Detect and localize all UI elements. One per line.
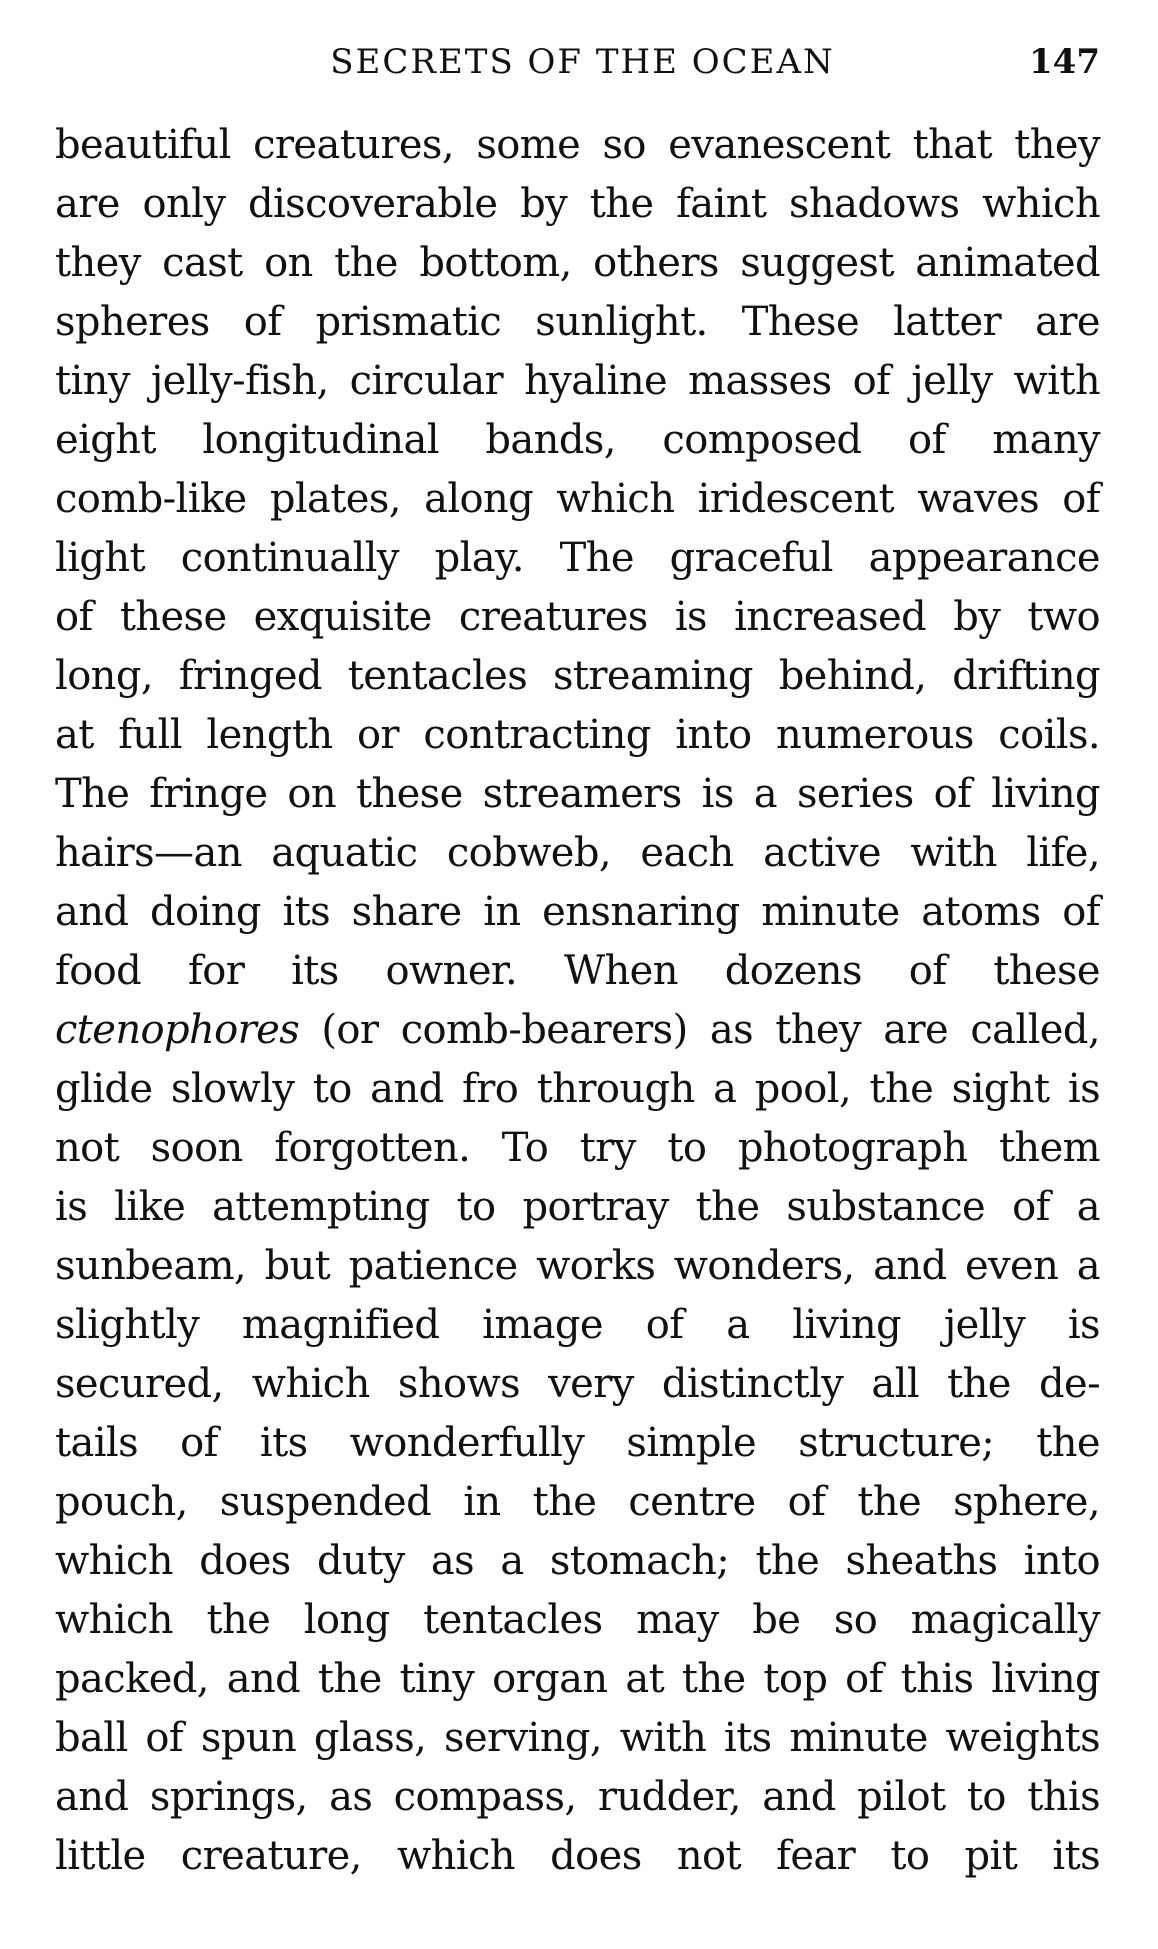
running-head [55,38,1100,86]
text-line: is like attempting to portray the substance of a [55,1184,1100,1230]
text-line: slightly magnified image of a living jelly is [55,1302,1100,1348]
text-line-rest: (or comb-bearers) as they are called, [299,1007,1100,1053]
text-line: packed, and the tiny organ at the top of this living [55,1656,1100,1702]
text-line-with-italic [55,1001,1100,1060]
text-line: tiny jelly-fish, circular hyaline masses of jelly with [55,358,1100,404]
text-line: secured, which shows very distinctly all the de- [55,1361,1100,1407]
text-line: food for its owner. When dozens of these [55,948,1100,994]
text-line: of these exquisite creatures is increased by two [55,594,1100,640]
running-title: SECRETS OF THE OCEAN [330,42,835,82]
text-line: light continually play. The graceful appearance [55,535,1100,581]
text-line: they cast on the bottom, others suggest animated [55,240,1100,286]
text-line: long, fringed tentacles streaming behind, drifting [55,653,1100,699]
text-line: sunbeam, but patience works wonders, and even a [55,1243,1100,1289]
text-line: spheres of prismatic sunlight. These latter are [55,299,1100,345]
text-line: at full length or contracting into numerous coils. [55,712,1100,758]
text-line: tails of its wonderfully simple structure; the [55,1420,1100,1466]
text-line: and doing its share in ensnaring minute atoms of [55,889,1100,935]
text-line: and springs, as compass, rudder, and pilot to this [55,1774,1100,1820]
text-line: which the long tentacles may be so magically [55,1597,1100,1643]
text-line: glide slowly to and fro through a pool, the sight is [55,1066,1100,1112]
text-line: pouch, suspended in the centre of the sphere, [55,1479,1100,1525]
text-line: eight longitudinal bands, composed of many [55,417,1100,463]
text-line: little creature, which does not fear to pit its [55,1833,1100,1879]
text-line: are only discoverable by the faint shadows which [55,181,1100,227]
text-line: The fringe on these streamers is a series of living [55,771,1100,817]
text-line: beautiful creatures, some so evanescent that they [55,122,1100,168]
page-number: 147 [1029,42,1100,82]
body-text [55,116,1100,1886]
text-line: ball of spun glass, serving, with its minute weights [55,1715,1100,1761]
text-line: not soon forgotten. To try to photograph them [55,1125,1100,1171]
text-line: hairs—an aquatic cobweb, each active with life, [55,830,1100,876]
text-line: comb-like plates, along which iridescent waves of [55,476,1100,522]
text-line: which does duty as a stomach; the sheaths into [55,1538,1100,1584]
italic-term: ctenophores [55,1007,300,1053]
